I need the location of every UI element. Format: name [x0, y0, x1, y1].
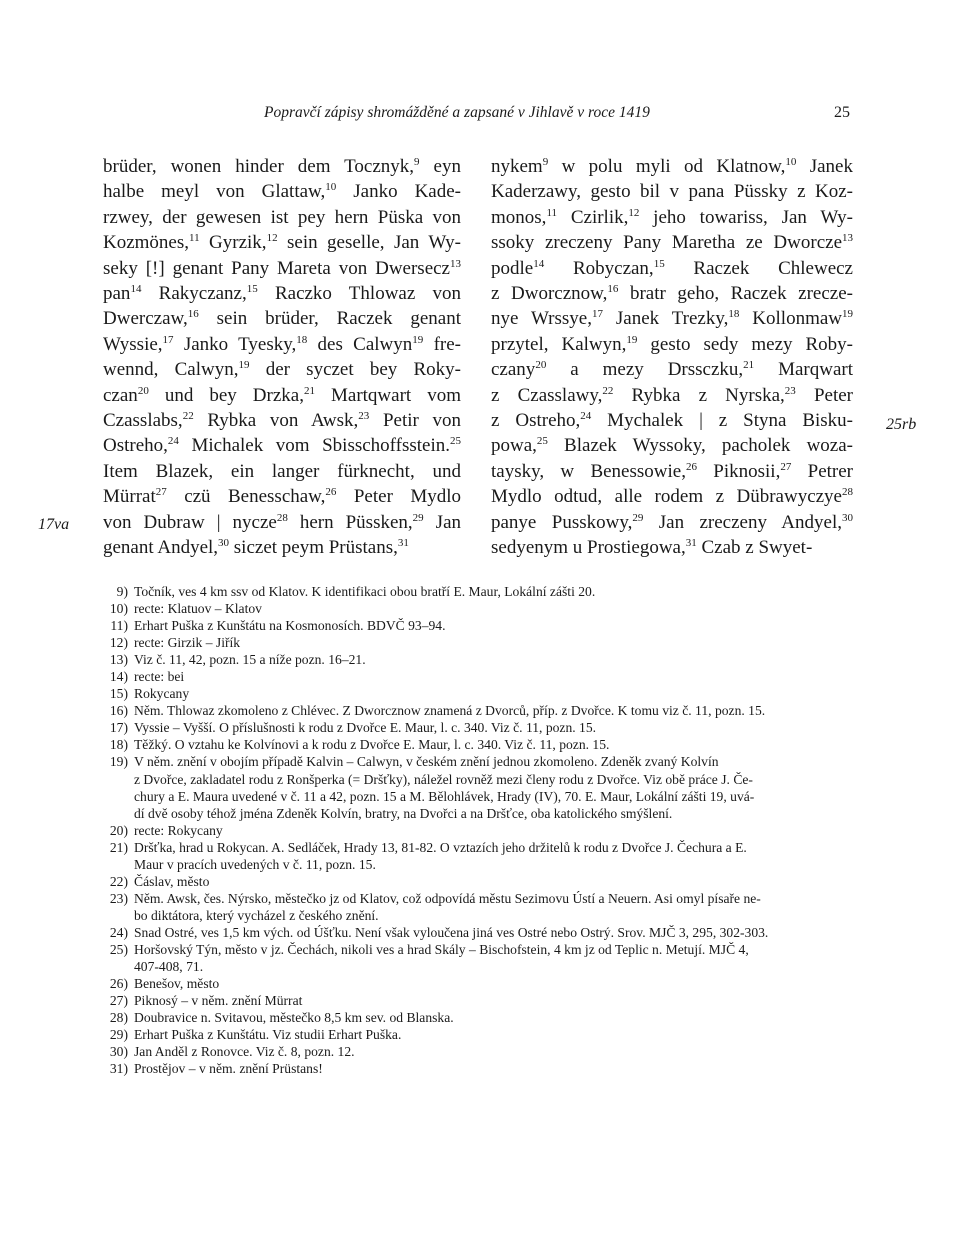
text-segment: Czasslabs, [103, 410, 183, 432]
footnote-reference: 19 [412, 333, 424, 346]
footnote-reference: 22 [602, 384, 614, 397]
text-segment: czany [491, 359, 536, 381]
footnote-reference: 17 [162, 333, 174, 346]
footnote-reference: 14 [130, 283, 142, 296]
text-segment: des Calwyn [307, 333, 413, 355]
footnotes [98, 583, 858, 1077]
text-segment: wennd, Calwyn, [103, 359, 239, 381]
footnote-reference: 12 [266, 232, 278, 245]
footnote-reference: 30 [842, 511, 853, 524]
footnote-number: 30) [109, 1044, 128, 1060]
footnote-reference: 27 [155, 486, 167, 499]
footnote-reference: 25 [536, 435, 548, 448]
footnote-reference: 31 [685, 537, 697, 550]
footnote-text: Benešov, město [134, 976, 220, 992]
footnote-text: Erhart Puška z Kunštátu. Viz studii Erhart Puška. [134, 1027, 402, 1043]
footnote-text: Prostějov – v něm. znění Prüstans! [134, 1061, 323, 1077]
footnote-number: 22) [109, 873, 128, 889]
czech-text-line [491, 256, 853, 281]
text-segment: Mydlo odtud, alle rodem z Dübrawyczye [491, 486, 842, 508]
text-segment: czü Benesschaw, [166, 486, 326, 508]
text-segment: und bey Drzka, [148, 384, 304, 406]
footnote-text: Dršťka, hrad u Rokycan. A. Sedláček, Hrady 13, 81-82. O vztazích jeho držitelů k rodu z Dvořce J. Čechura a E. Maur v pracích uvedených v č. 11, pozn. 15. [134, 839, 747, 872]
footnote-text: Viz č. 11, 42, pozn. 15 a níže pozn. 16–21. [134, 652, 366, 668]
czech-text-line [491, 281, 853, 306]
german-text-line [103, 332, 461, 357]
footnote-text: recte: Rokycany [134, 822, 223, 838]
text-segment: Gyrzik, [199, 232, 267, 254]
footnote-reference: 31 [397, 537, 409, 550]
footnote-reference: 11 [546, 206, 558, 219]
text-segment: z Czasslawy, [491, 384, 603, 406]
footnote-reference: 19 [238, 359, 250, 372]
text-segment: Janek Trezky, [602, 308, 729, 330]
czech-text-line [491, 408, 853, 433]
text-segment: Peter [795, 384, 854, 406]
margin-note-left: 17va [38, 516, 70, 533]
footnote-text: recte: bei [134, 669, 185, 685]
text-segment: z Ostreho, [491, 410, 581, 432]
text-segment: Raczek Chlewecz [664, 257, 853, 279]
text-segment: taysky, w Benessowie, [491, 460, 686, 482]
footnote-number: 18) [109, 737, 128, 753]
footnote-number: 17) [109, 720, 128, 736]
german-text-line [103, 383, 461, 408]
footnote-number: 13) [109, 652, 128, 668]
text-segment: jeho towariss, Jan Wy- [639, 206, 853, 228]
german-text-line [103, 408, 461, 433]
text-segment: Michalek vom Sbisschoffsstein. [178, 435, 450, 457]
text-segment: seky [!] genant Pany Mareta von Dwersecz [103, 257, 450, 279]
footnote-text: Něm. Awsk, čes. Nýrsko, městečko jz od Klatov, což odpovídá městu Sezimovu Ústí a Neuern. Asi omyl písaře ne- bo diktátora, který vycházel z českého znění. [134, 890, 761, 923]
czech-text-line [491, 535, 853, 560]
text-segment: Kollonmaw [739, 308, 842, 330]
text-segment: panye Pusskowy, [491, 511, 633, 533]
footnote-text: V něm. znění v obojím případě Kalvin – Calwyn, v českém znění jednou zkomoleno. Zdeněk zvaný Kolvín z Dvořce, zakladatel rodu z Ronšperka (= Dršťky), náležel rovněž mezi členy rodu z Dvořce. Viz obě práce J. Če- chury a E. Maura uvedené v č. 11 a 42, pozn. 15 a M. Bělohlávek, Hrady (IV), 70. E. Maur, Lokální zášti 19, uvá- dí dvě osoby téhož jména Zdeněk Kolvín, bratry, na Dvořci a na Dršťce, oba katolického smýšlení. [134, 754, 755, 821]
footnote-reference: 28 [276, 511, 288, 524]
footnote-number: 29) [109, 1027, 128, 1043]
text-segment: rzwey, der gewesen ist pey hern Püska von [103, 206, 461, 228]
text-segment: Mürrat [103, 486, 156, 508]
text-segment: czan [103, 384, 138, 406]
footnote-number: 26) [109, 976, 128, 992]
footnote-reference: 19 [842, 308, 853, 321]
czech-text-line [491, 510, 853, 535]
text-segment: der syczet bey Roky- [249, 359, 461, 381]
footnote-reference: 24 [580, 410, 592, 423]
footnote [98, 822, 858, 839]
footnote-reference: 23 [358, 410, 370, 423]
text-segment: siczet peym Prüstans, [229, 537, 398, 559]
text-segment: Item Blazek, ein langer fürknecht, und [103, 460, 461, 482]
footnote [98, 600, 858, 617]
footnote-number: 28) [109, 1010, 128, 1026]
text-segment: Martqwart vom [314, 384, 461, 406]
czech-text-line [491, 484, 853, 509]
text-segment: Wyssie, [103, 333, 163, 355]
footnote-number: 11) [110, 618, 128, 634]
text-segment: Ostreho, [103, 435, 168, 457]
text-segment: Petrer [791, 460, 853, 482]
text-segment: Marqwart [754, 359, 854, 381]
footnote-number: 21) [109, 839, 128, 855]
german-text-line [103, 357, 461, 382]
footnote-number: 31) [109, 1061, 128, 1077]
text-segment: Blazek Wyssoky, pacholek woza- [547, 435, 853, 457]
text-segment: nykem [491, 156, 543, 177]
text-segment: podle [491, 257, 534, 279]
czech-text-line [491, 205, 853, 230]
footnote-reference: 20 [137, 384, 149, 397]
footnote-reference: 10 [785, 156, 797, 168]
footnote [98, 617, 858, 634]
footnote-reference: 26 [685, 460, 697, 473]
footnote-text: Čáslav, město [134, 873, 210, 889]
footnote [98, 890, 858, 924]
text-segment: sein brüder, Raczek genant [198, 308, 461, 330]
footnote [98, 924, 858, 941]
german-text-column [103, 154, 461, 561]
footnote-reference: 15 [653, 257, 665, 270]
footnote [98, 634, 858, 651]
czech-text-line [491, 230, 853, 255]
text-segment: Peter Mydlo [336, 486, 461, 508]
text-segment: Janko Tyesky, [173, 333, 297, 355]
text-segment: Jan zreczeny Andyel, [643, 511, 842, 533]
german-text-line [103, 459, 461, 484]
text-segment: hern Püssken, [287, 511, 413, 533]
text-segment: powa, [491, 435, 537, 457]
footnote-reference: 18 [296, 333, 308, 346]
footnote [98, 1043, 858, 1060]
footnote-text: Erhart Puška z Kunštátu na Kosmonosích. BDVČ 93–94. [134, 618, 446, 634]
text-segment: sedyenym u Prostiegowa, [491, 537, 686, 559]
footnote-text: Točník, ves 4 km ssv od Klatov. K identifikaci obou bratří E. Maur, Lokální zášti 20. [134, 584, 596, 599]
text-segment: Petir von [369, 410, 461, 432]
german-text-line [103, 484, 461, 509]
footnote-text: Doubravice n. Svitavou, městečko 8,5 km sev. od Blanska. [134, 1010, 454, 1026]
czech-text-line [491, 357, 853, 382]
text-segment: pan [103, 283, 131, 305]
german-text-line [103, 510, 461, 535]
footnote [98, 668, 858, 685]
footnote-reference: 28 [842, 486, 853, 499]
footnote-reference: 25 [450, 435, 461, 448]
text-segment: ssoky zreczeny Pany Maretha ze Dworcze [491, 232, 842, 254]
text-segment: Kaderzawy, gesto bil v pana Püssky z Koz- [491, 181, 853, 203]
footnote [98, 975, 858, 992]
footnote [98, 873, 858, 890]
text-segment: eyn [419, 156, 461, 177]
footnote-reference: 30 [218, 537, 230, 550]
footnote-reference: 22 [182, 410, 194, 423]
footnote-reference: 16 [607, 283, 619, 296]
footnote [98, 753, 858, 821]
footnote-number: 12) [109, 635, 128, 651]
german-text-line [103, 535, 461, 560]
text-segment: Dwerczaw, [103, 308, 188, 330]
german-text-line [103, 205, 461, 230]
footnote-reference: 15 [246, 283, 258, 296]
czech-text-line [491, 306, 853, 331]
footnote-number: 10) [109, 601, 128, 617]
footnote-number: 25) [109, 941, 128, 957]
text-segment: Robyczan, [544, 257, 654, 279]
text-segment: genant Andyel, [103, 537, 219, 559]
text-segment: Janko Kade- [336, 181, 462, 203]
text-segment: monos, [491, 206, 547, 228]
footnote-text: Snad Ostré, ves 1,5 km vých. od Úšťku. Není však vyloučena jiná ves Ostré nebo Ostrý. Srov. MJČ 3, 295, 302-303. [134, 924, 769, 940]
margin-note-right: 25rb [886, 416, 917, 433]
footnote-reference: 21 [303, 384, 315, 397]
footnote-text: recte: Klatuov – Klatov [134, 601, 262, 617]
text-segment: Raczko Thlowaz von [257, 283, 461, 305]
text-segment: sein geselle, Jan Wy- [277, 232, 461, 254]
text-segment: w polu myli od Klatnow, [548, 156, 786, 177]
footnote [98, 941, 858, 975]
text-segment: brüder, wonen hinder dem Tocznyk, [103, 156, 415, 177]
footnote-number: 9) [116, 584, 128, 599]
footnote-reference: 24 [167, 435, 179, 448]
czech-text-line [491, 459, 853, 484]
text-segment: gesto sedy mezy Roby- [637, 333, 854, 355]
text-segment: Mychalek | z Styna Bisku- [591, 410, 853, 432]
footnote-number: 24) [109, 924, 128, 940]
czech-text-line [491, 433, 853, 458]
footnote-reference: 10 [325, 181, 337, 194]
text-segment: z Dworcznow, [491, 283, 608, 305]
czech-text-line [491, 383, 853, 408]
footnote-reference: 12 [628, 206, 640, 219]
footnote-reference: 18 [728, 308, 740, 321]
text-segment: Jan [423, 511, 462, 533]
footnote-number: 14) [109, 669, 128, 685]
footnote [98, 583, 858, 600]
text-segment: Janek [796, 156, 853, 177]
text-segment: Rakyczanz, [141, 283, 247, 305]
footnote-number: 15) [109, 686, 128, 702]
footnote-reference: 19 [626, 333, 638, 346]
text-segment: Czirlik, [557, 206, 629, 228]
footnote [98, 992, 858, 1009]
footnote-reference: 13 [450, 257, 461, 270]
footnote [98, 702, 858, 719]
footnote [98, 651, 858, 668]
footnote [98, 1060, 858, 1077]
german-text-line [103, 179, 461, 204]
footnote [98, 719, 858, 736]
footnote [98, 839, 858, 873]
footnote-reference: 17 [591, 308, 603, 321]
czech-text-line [491, 154, 853, 179]
footnote-text: Piknosý – v něm. znění Mürrat [134, 993, 303, 1009]
footnote [98, 1026, 858, 1043]
german-text-line [103, 154, 461, 179]
footnote-reference: 23 [784, 384, 796, 397]
footnote-number: 16) [109, 703, 128, 719]
text-segment: von Dubraw | nycze [103, 511, 277, 533]
footnote-reference: 11 [189, 232, 200, 245]
footnote [98, 736, 858, 753]
footnote-text: recte: Girzik – Jiřík [134, 635, 241, 651]
footnote [98, 1009, 858, 1026]
footnote-text: Jan Anděl z Ronovce. Viz č. 8, pozn. 12. [134, 1044, 355, 1060]
text-segment: halbe meyl von Glattaw, [103, 181, 326, 203]
footnote-reference: 21 [743, 359, 755, 372]
text-segment: Czab z Swyet- [696, 537, 813, 559]
german-text-line [103, 306, 461, 331]
footnote-text: Něm. Thlowaz zkomoleno z Chlévec. Z Dworcznow znamená z Dvorců, příp. z Dvořce. K tomu viz č. 11, pozn. 15. [134, 703, 766, 719]
text-segment: Rybka von Awsk, [193, 410, 359, 432]
footnote-text: Vyssie – Vyšší. O příslušnosti k rodu z Dvořce E. Maur, l. c. 340. Viz č. 11, pozn. 15. [134, 720, 597, 736]
footnote-reference: 16 [187, 308, 199, 321]
footnote-reference: 29 [412, 511, 424, 524]
footnote-number: 27) [109, 993, 128, 1009]
footnote-reference: 14 [533, 257, 545, 270]
german-text-line [103, 433, 461, 458]
footnote-reference: 20 [535, 359, 547, 372]
german-text-line [103, 256, 461, 281]
text-segment: a mezy Drssczku, [546, 359, 744, 381]
czech-text-line [491, 179, 853, 204]
text-segment: Piknosii, [696, 460, 781, 482]
text-segment: fre- [423, 333, 461, 355]
footnote-text: Horšovský Týn, město v jz. Čechách, nikoli ves a hrad Skály – Bischofstein, 4 km jz od Teplic n. Metují. MJČ 4, 407-408, 71. [134, 941, 749, 975]
footnote-number: 20) [109, 822, 128, 838]
footnote-reference: 9 [414, 156, 420, 168]
running-header: Popravčí zápisy shromážděné a zapsané v Jihlavě v roce 1419 [264, 104, 650, 121]
footnote-text: Těžký. O vztahu ke Kolvínovi a k rodu z Dvořce E. Maur, l. c. 340. Viz č. 11, pozn. 15. [134, 737, 610, 753]
footnote-number: 19) [109, 754, 128, 770]
footnote-reference: 27 [780, 460, 792, 473]
footnote-reference: 29 [632, 511, 644, 524]
footnote-reference: 9 [542, 156, 549, 168]
german-text-line [103, 281, 461, 306]
footnote-reference: 26 [325, 486, 337, 499]
text-segment: przytel, Kalwyn, [491, 333, 627, 355]
text-segment: Rybka z Nyrska, [613, 384, 785, 406]
footnote-text: Rokycany [134, 686, 190, 702]
czech-text-line [491, 332, 853, 357]
page-number: 25 [834, 104, 850, 121]
footnote-reference: 13 [842, 232, 853, 245]
text-segment: nye Wrssye, [491, 308, 592, 330]
text-segment: bratr geho, Raczek zrecze- [618, 283, 853, 305]
czech-text-column [491, 154, 853, 561]
german-text-line [103, 230, 461, 255]
footnote [98, 685, 858, 702]
footnote-number: 23) [109, 890, 128, 906]
text-segment: Kozmönes, [103, 232, 190, 254]
